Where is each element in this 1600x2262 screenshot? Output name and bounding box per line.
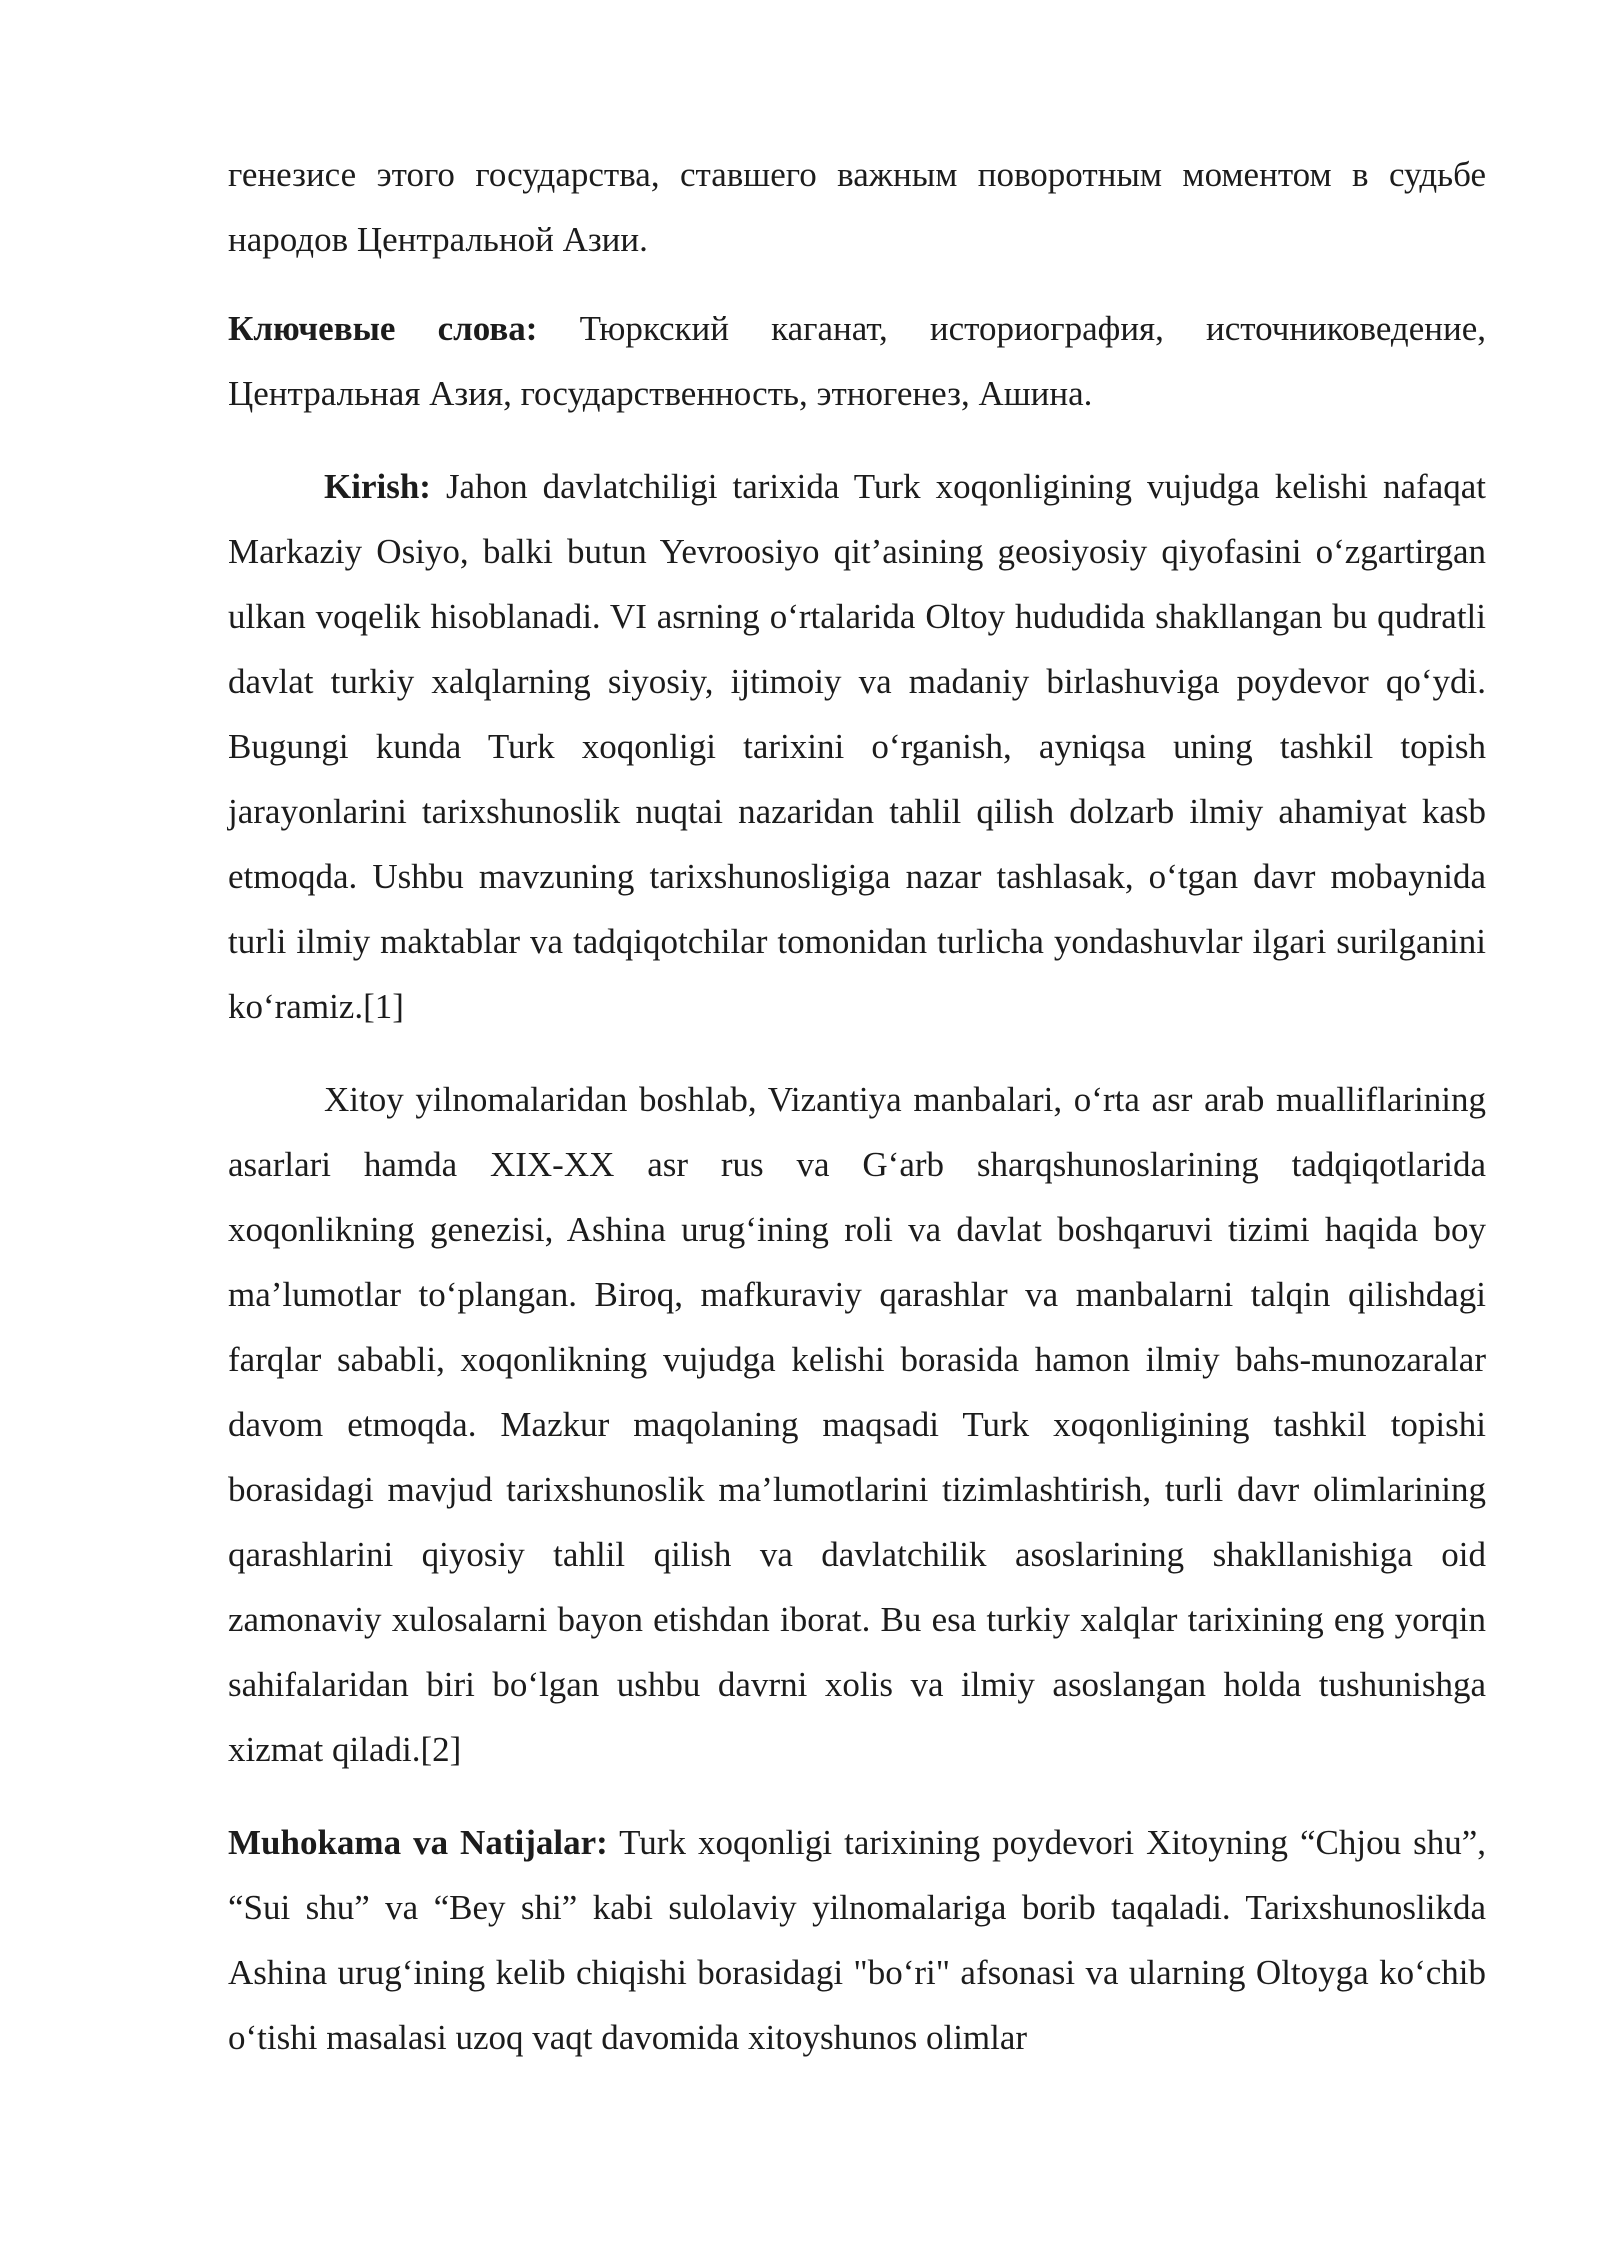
body-paragraph xyxy=(228,1067,1486,1782)
keywords-text: Тюркский каганат, историография, источниковедение, Центральная Азия, государственность, этногенез, Ашина. xyxy=(228,309,1486,413)
abstract-ending-text: генезисе этого государства, ставшего важным поворотным моментом в судьбе народов Центральной Азии. xyxy=(228,155,1486,259)
discussion-text: Turk xoqonligi tarixining poydevori Xitoyning “Chjou shu”, “Sui shu” va “Bey shi” kabi sulolaviy yilnomalariga borib taqaladi. Tarixshunoslikda Ashina urug‘ining kelib chiqishi borasidagi "bo‘ri" afsonasi va ularning Oltoyga ko‘chib o‘tishi masalasi uzoq vaqt davomida xitoyshunos olimlar xyxy=(228,1823,1487,2057)
abstract-ending-paragraph xyxy=(228,142,1486,272)
keywords-paragraph xyxy=(228,296,1486,426)
discussion-label: Muhokama va Natijalar: xyxy=(228,1823,608,1862)
document-page xyxy=(228,142,1486,2070)
introduction-label: Kirish: xyxy=(324,467,431,506)
keywords-label: Ключевые слова: xyxy=(228,309,538,348)
introduction-paragraph xyxy=(228,454,1486,1039)
discussion-paragraph xyxy=(228,1810,1486,2070)
introduction-text: Jahon davlatchiligi tarixida Turk xoqonligining vujudga kelishi nafaqat Markaziy Osiyo, balki butun Yevroosiyo qit’asining geosiyosiy qiyofasini o‘zgartirgan ulkan voqelik hisoblanadi. VI asrning o‘rtalarida Oltoy hududida shakllangan bu qudratli davlat turkiy xalqlarning siyosiy, ijtimoiy va madaniy birlashuviga poydevor qo‘ydi. Bugungi kunda Turk xoqonligi tarixini o‘rganish, ayniqsa uning tashkil topish jarayonlarini tarixshunoslik nuqtai nazaridan tahlil qilish dolzarb ilmiy ahamiyat kasb etmoqda. Ushbu mavzuning tarixshunosligiga nazar tashlasak, o‘tgan davr mobaynida turli ilmiy maktablar va tadqiqotchilar tomonidan turlicha yondashuvlar ilgari surilganini ko‘ramiz.[1] xyxy=(228,467,1486,1026)
body-paragraph-text: Xitoy yilnomalaridan boshlab, Vizantiya manbalari, o‘rta asr arab mualliflarining asarlari hamda XIX-XX asr rus va G‘arb sharqshunoslarining tadqiqotlarida xoqonlikning genezisi, Ashina urug‘ining roli va davlat boshqaruvi tizimi haqida boy ma’lumotlar to‘plangan. Biroq, mafkuraviy qarashlar va manbalarni talqin qilishdagi farqlar sababli, xoqonlikning vujudga kelishi borasida hamon ilmiy bahs-munozaralar davom etmoqda. Mazkur maqolaning maqsadi Turk xoqonligining tashkil topishi borasidagi mavjud tarixshunoslik ma’lumotlarini tizimlashtirish, turli davr olimlarining qarashlarini qiyosiy tahlil qilish va davlatchilik asoslarining shakllanishiga oid zamonaviy xulosalarni bayon etishdan iborat. Bu esa turkiy xalqlar tarixining eng yorqin sahifalaridan biri bo‘lgan ushbu davrni xolis va ilmiy asoslangan holda tushunishga xizmat qiladi.[2] xyxy=(228,1080,1486,1769)
